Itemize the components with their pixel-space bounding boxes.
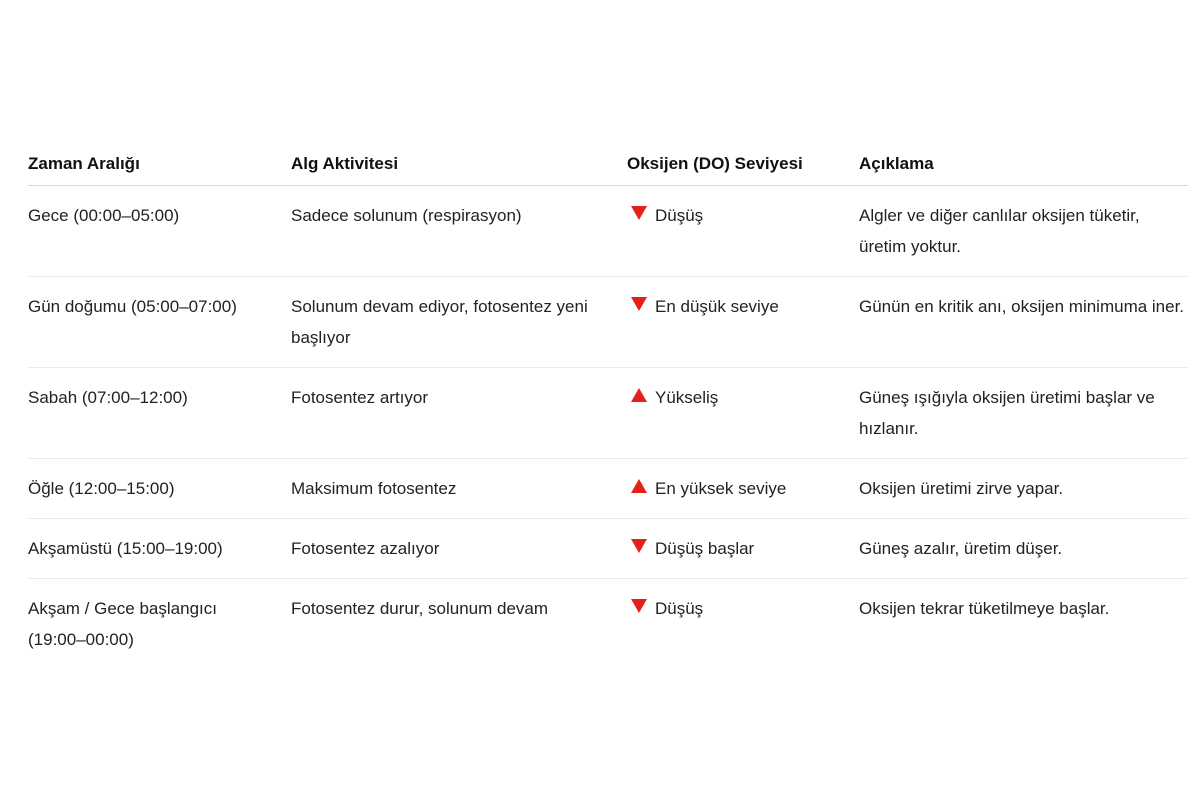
cell-algae-activity: Fotosentez durur, solunum devam xyxy=(291,599,549,618)
oxygen-level-label: En yüksek seviye xyxy=(655,479,787,498)
oxygen-cycle-table xyxy=(28,142,1188,669)
table-row xyxy=(28,579,1188,670)
header-oxygen-level: Oksijen (DO) Seviyesi xyxy=(627,142,859,186)
cell-time-range: Gün doğumu (05:00–07:00) xyxy=(28,277,291,368)
table-header xyxy=(28,142,1188,186)
header-row xyxy=(28,142,1188,186)
oxygen-level-label: Yükseliş xyxy=(655,388,719,407)
table-row xyxy=(28,519,1188,579)
cell-time-range: Gece (00:00–05:00) xyxy=(28,186,291,277)
header-description: Açıklama xyxy=(859,142,1188,186)
down-arrow-icon xyxy=(631,297,647,311)
cell-oxygen-level xyxy=(627,579,859,670)
cell-description: Algler ve diğer canlılar oksijen tüketir, üretim yoktur. xyxy=(859,186,1188,277)
cell-time-range: Sabah (07:00–12:00) xyxy=(28,368,291,459)
cell-description: Oksijen üretimi zirve yapar. xyxy=(859,459,1188,519)
up-arrow-icon xyxy=(631,388,647,402)
cell-algae-activity: Maksimum fotosentez xyxy=(291,459,627,519)
oxygen-level-label: Düşüş xyxy=(655,206,704,225)
cell-algae-activity: Fotosentez artıyor xyxy=(291,368,627,459)
header-time-range: Zaman Aralığı xyxy=(28,142,291,186)
cell-oxygen-level xyxy=(627,186,859,277)
cell-time-range: Akşam / Gece başlangıcı (19:00–00:00) xyxy=(28,599,217,649)
cell-description: Güneş ışığıyla oksijen üretimi başlar ve hızlanır. xyxy=(859,368,1188,459)
cell-algae-activity: Solunum devam ediyor, fotosentez yeni başlıyor xyxy=(291,277,627,368)
cell-oxygen-level xyxy=(627,459,859,519)
oxygen-level-label: Düşüş xyxy=(655,599,704,618)
header-algae-activity: Alg Aktivitesi xyxy=(291,142,627,186)
cell-time-range: Öğle (12:00–15:00) xyxy=(28,459,291,519)
cell-description: Güneş azalır, üretim düşer. xyxy=(859,519,1188,579)
down-arrow-icon xyxy=(631,599,647,613)
table-row xyxy=(28,277,1188,368)
down-arrow-icon xyxy=(631,539,647,553)
oxygen-level-label: Düşüş başlar xyxy=(655,539,755,558)
oxygen-level-label: En düşük seviye xyxy=(655,297,779,316)
cell-oxygen-level xyxy=(627,368,859,459)
cell-time-range: Akşamüstü (15:00–19:00) xyxy=(28,519,291,579)
cell-algae-activity: Fotosentez azalıyor xyxy=(291,519,627,579)
up-arrow-icon xyxy=(631,479,647,493)
cell-description: Günün en kritik anı, oksijen minimuma iner. xyxy=(859,277,1188,368)
cell-description: Oksijen tekrar tüketilmeye başlar. xyxy=(859,599,1110,618)
table-row xyxy=(28,459,1188,519)
cell-oxygen-level xyxy=(627,519,859,579)
table-row xyxy=(28,186,1188,277)
oxygen-cycle-table-container xyxy=(28,142,1188,669)
down-arrow-icon xyxy=(631,206,647,220)
cell-oxygen-level xyxy=(627,277,859,368)
table-body xyxy=(28,186,1188,670)
cell-algae-activity: Sadece solunum (respirasyon) xyxy=(291,186,627,277)
table-row xyxy=(28,368,1188,459)
